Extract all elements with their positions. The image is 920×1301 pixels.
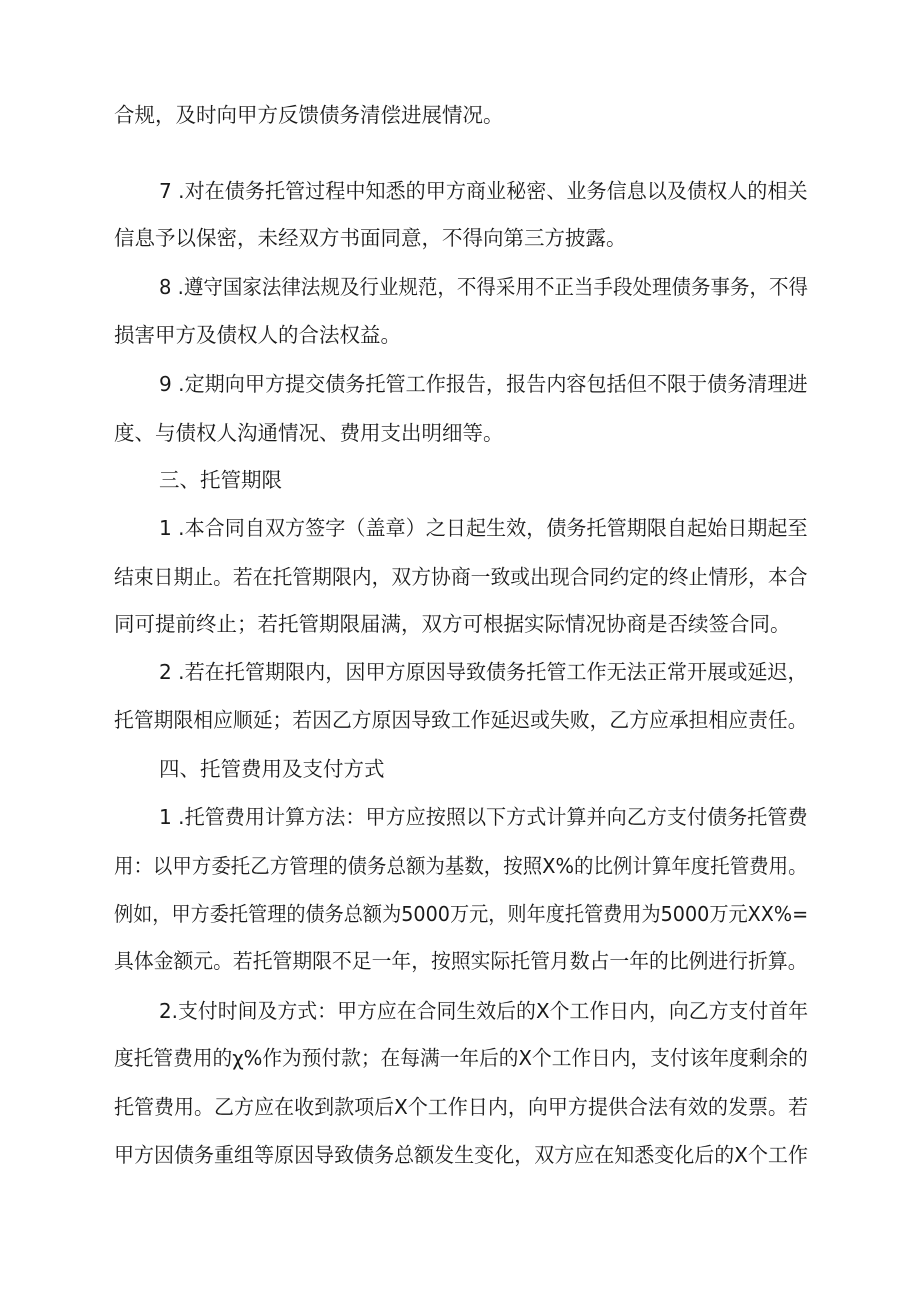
paragraph-line: 度托管费用的χ%作为预付款；在每满一年后的X个工作日内，支付该年度剩余的 bbox=[114, 1046, 808, 1070]
clause-2-line: 2 .若在托管期限内，因甲方原因导致债务托管工作无法正常开展或延迟， bbox=[159, 660, 808, 684]
section-heading-term: 三、托管期限 bbox=[159, 468, 282, 492]
paragraph-line: 结束日期止。若在托管期限内，双方协商一致或出现合同约定的终止情形，本合 bbox=[114, 565, 808, 589]
clause-7-line: 7 .对在债务托管过程中知悉的甲方商业秘密、业务信息以及债权人的相关 bbox=[159, 179, 808, 203]
paragraph-line: 合规，及时向甲方反馈债务清偿进展情况。 bbox=[114, 103, 504, 127]
paragraph-line: 托管费用。乙方应在收到款项后X个工作日内，向甲方提供合法有效的发票。若 bbox=[114, 1095, 809, 1119]
paragraph-line: 具体金额元。若托管期限不足一年，按照实际托管月数占一年的比例进行折算。 bbox=[114, 949, 808, 973]
paragraph-line: 损害甲方及债权人的合法权益。 bbox=[114, 323, 401, 347]
paragraph-line: 例如，甲方委托管理的债务总额为5000万元，则年度托管费用为5000万元XX%= bbox=[114, 902, 809, 926]
clause-8-line: 8 .遵守国家法律法规及行业规范，不得采用不正当手段处理债务事务，不得 bbox=[159, 275, 809, 299]
paragraph-line: 托管期限相应顺延；若因乙方原因导致工作延迟或失败，乙方应承担相应责任。 bbox=[114, 708, 808, 732]
paragraph-line: 用：以甲方委托乙方管理的债务总额为基数，按照X%的比例计算年度托管费用。 bbox=[114, 854, 808, 878]
section-heading-fees: 四、托管费用及支付方式 bbox=[159, 757, 385, 781]
clause-2-line: 2.支付时间及方式：甲方应在合同生效后的X个工作日内，向乙方支付首年 bbox=[159, 999, 809, 1023]
clause-1-line: 1 .托管费用计算方法：甲方应按照以下方式计算并向乙方支付债务托管费 bbox=[159, 805, 808, 829]
paragraph-line: 度、与债权人沟通情况、费用支出明细等。 bbox=[114, 421, 504, 445]
clause-1-line: 1 .本合同自双方签字（盖章）之日起生效，债务托管期限自起始日期起至 bbox=[159, 516, 808, 540]
paragraph-line: 信息予以保密，未经双方书面同意，不得向第三方披露。 bbox=[114, 226, 627, 250]
paragraph-line: 同可提前终止；若托管期限届满，双方可根据实际情况协商是否续签合同。 bbox=[114, 612, 791, 636]
clause-9-line: 9 .定期向甲方提交债务托管工作报告，报告内容包括但不限于债务清理进 bbox=[159, 372, 808, 396]
paragraph-line: 甲方因债务重组等原因导致债务总额发生变化，双方应在知悉变化后的X个工作 bbox=[114, 1143, 809, 1167]
